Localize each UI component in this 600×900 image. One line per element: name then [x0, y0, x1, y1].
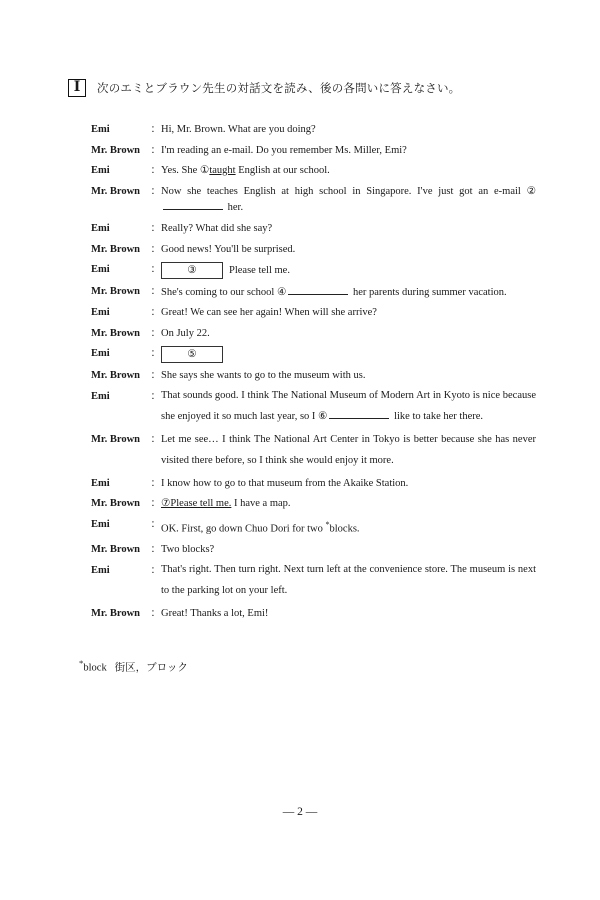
speaker-colon: ：	[150, 544, 161, 555]
speaker-label: Emi	[91, 124, 110, 135]
speaker-colon: ：	[150, 144, 161, 156]
speaker-name	[91, 163, 161, 179]
dialogue-line	[91, 122, 536, 138]
speaker-label: Mr. Brown	[91, 144, 141, 156]
speaker-label: Mr. Brown	[91, 370, 141, 382]
speech-text	[161, 606, 536, 622]
speaker-name	[91, 262, 161, 279]
dialogue-line	[91, 143, 536, 159]
dialogue-line	[91, 184, 536, 217]
speech-text	[161, 122, 536, 138]
speech-content: her parents during summer vacation.	[350, 286, 507, 298]
speaker-colon: ：	[150, 222, 161, 234]
footnote-definition: 街区，ブロック	[114, 662, 188, 674]
speech-content: Great! Thanks a lot, Emi!	[161, 608, 269, 620]
speaker-colon: ：	[150, 165, 161, 177]
speech-content: I know how to go to that museum from the Akaike Station.	[161, 477, 409, 489]
speaker-colon: ：	[150, 564, 161, 576]
speech-text	[161, 368, 536, 384]
speaker-name	[91, 389, 161, 428]
speech-content: Good news! You'll be surprised.	[161, 243, 296, 255]
dialogue-line	[91, 517, 536, 537]
speaker-name	[91, 326, 161, 342]
fill-in-blank	[329, 408, 389, 419]
speaker-label: Mr. Brown	[91, 434, 141, 446]
speaker-colon: ：	[150, 264, 161, 276]
speech-content: Two blocks?	[161, 544, 215, 555]
dialogue-line	[91, 389, 536, 428]
speaker-name	[91, 143, 161, 159]
speaker-colon: ：	[150, 243, 161, 255]
speaker-colon: ：	[150, 307, 161, 319]
speech-text	[161, 262, 536, 279]
footnote-term: block	[83, 662, 107, 674]
dialogue-line	[91, 346, 536, 363]
speaker-colon: ：	[150, 477, 161, 489]
dialogue-line	[91, 432, 536, 471]
speaker-label: Emi	[91, 518, 110, 530]
speaker-name	[91, 496, 161, 512]
speaker-name	[91, 184, 161, 217]
fill-in-blank	[288, 284, 348, 295]
speaker-name	[91, 346, 161, 363]
speech-text	[161, 326, 536, 342]
speaker-name	[91, 432, 161, 471]
dialogue-line	[91, 284, 536, 301]
speech-content: Hi, Mr. Brown. What are you doing?	[161, 124, 316, 135]
speech-content: That sounds good. I think The National Museum of Modern Art in Kyoto is nice because she enjoyed it so much last year, so I	[161, 390, 536, 422]
speech-text	[161, 284, 536, 301]
speaker-label: Emi	[91, 307, 110, 319]
speaker-label: Emi	[91, 222, 110, 234]
speaker-name	[91, 368, 161, 384]
speech-content: blocks.	[329, 523, 360, 535]
footnote-star: *	[325, 519, 330, 529]
speaker-name	[91, 606, 161, 622]
speech-content: Yes. She	[161, 165, 200, 177]
speech-text	[161, 184, 536, 217]
speech-text	[161, 346, 536, 363]
speech-text	[161, 542, 536, 558]
dialogue-line	[91, 262, 536, 279]
speech-text	[161, 386, 536, 427]
section-number-box: Ⅰ	[68, 79, 86, 97]
dialogue	[91, 122, 536, 627]
fill-in-blank	[163, 199, 223, 210]
question-mark: ②	[526, 185, 536, 197]
speech-content: English at our school.	[235, 165, 330, 177]
speech-content: That's right. Then turn right. Next turn left at the convenience store. The museum is next to the parking lot on your left.	[161, 564, 536, 596]
speaker-colon: ：	[150, 518, 161, 530]
speaker-colon: ：	[150, 608, 161, 620]
speaker-name	[91, 542, 161, 558]
speech-content: Really? What did she say?	[161, 222, 273, 234]
speech-text	[161, 430, 536, 471]
speech-content: She's coming to our school	[161, 286, 277, 298]
speaker-colon: ：	[150, 370, 161, 382]
speech-text	[161, 496, 536, 512]
question-mark: ①	[199, 165, 210, 177]
speech-text	[161, 305, 536, 321]
question-mark: ⑥	[318, 410, 328, 422]
speech-text	[161, 163, 536, 179]
speaker-colon: ：	[150, 348, 161, 360]
speaker-label: Emi	[91, 348, 110, 360]
speaker-colon: ：	[150, 434, 161, 446]
section-header	[68, 79, 460, 97]
speaker-label: Emi	[91, 477, 110, 489]
speech-content: like to take her there.	[391, 410, 484, 422]
speaker-label: Emi	[91, 165, 110, 177]
speaker-name	[91, 284, 161, 301]
speech-text	[161, 221, 536, 237]
speaker-label: Mr. Brown	[91, 544, 141, 555]
speaker-name	[91, 122, 161, 138]
speaker-label: Mr. Brown	[91, 243, 141, 255]
dialogue-line	[91, 221, 536, 237]
speaker-colon: ：	[150, 285, 161, 297]
dialogue-line	[91, 368, 536, 384]
speaker-name	[91, 221, 161, 237]
speaker-label: Mr. Brown	[91, 327, 141, 339]
answer-box: ⑤	[161, 346, 223, 363]
question-mark: ④	[276, 286, 287, 298]
dialogue-line	[91, 242, 536, 258]
dialogue-line	[91, 163, 536, 179]
speaker-label: Mr. Brown	[91, 608, 141, 620]
speaker-colon: ：	[150, 124, 161, 135]
speaker-label: Emi	[91, 390, 110, 402]
dialogue-line	[91, 326, 536, 342]
speaker-label: Emi	[91, 264, 110, 276]
speaker-label: Mr. Brown	[91, 285, 141, 297]
speech-text	[161, 476, 536, 492]
speech-content: On July 22.	[161, 327, 210, 339]
footnote-star: *	[79, 658, 84, 668]
speech-text	[161, 242, 536, 258]
footnote	[79, 658, 188, 675]
answer-box: ③	[161, 262, 223, 279]
instruction-text: 次のエミとブラウン先生の対話文を読み、後の各問いに答えなさい。	[97, 83, 461, 95]
speech-text	[161, 143, 536, 159]
speaker-colon: ：	[150, 327, 161, 339]
speech-content: Please tell me.	[229, 264, 290, 276]
speaker-label: Mr. Brown	[91, 185, 141, 197]
dialogue-line	[91, 606, 536, 622]
dialogue-line	[91, 496, 536, 512]
speech-content: OK. First, go down Chuo Dori for two	[161, 523, 326, 535]
speech-content: Great! We can see her again! When will she arrive?	[161, 307, 377, 319]
speech-text	[161, 517, 536, 537]
speaker-colon: ：	[150, 390, 161, 402]
speech-content: I have a map.	[231, 498, 291, 510]
speaker-name	[91, 242, 161, 258]
speech-content: Now she teaches English at high school in Singapore. I've just got an e-mail	[161, 185, 527, 197]
page-number: — 2 —	[282, 806, 318, 818]
dialogue-line	[91, 563, 536, 602]
underlined-phrase: ⑦Please tell me.	[161, 498, 232, 510]
dialogue-line	[91, 305, 536, 321]
dialogue-line	[91, 476, 536, 492]
speaker-label: Emi	[91, 564, 110, 576]
speaker-name	[91, 517, 161, 537]
speech-text	[161, 560, 536, 601]
speech-content: I'm reading an e-mail. Do you remember Ms. Miller, Emi?	[161, 144, 407, 156]
speaker-label: Mr. Brown	[91, 498, 141, 510]
speech-content: her.	[225, 202, 244, 214]
speech-content: Let me see… I think The National Art Center in Tokyo is better because she has never visited there before, so I think she would enjoy it more.	[161, 433, 536, 466]
underlined-phrase: taught	[209, 165, 236, 177]
speaker-colon: ：	[150, 498, 161, 510]
speaker-name	[91, 563, 161, 602]
speaker-name	[91, 476, 161, 492]
speech-content: She says she wants to go to the museum with us.	[161, 370, 366, 382]
speaker-colon: ：	[150, 185, 161, 197]
dialogue-line	[91, 542, 536, 558]
speaker-name	[91, 305, 161, 321]
